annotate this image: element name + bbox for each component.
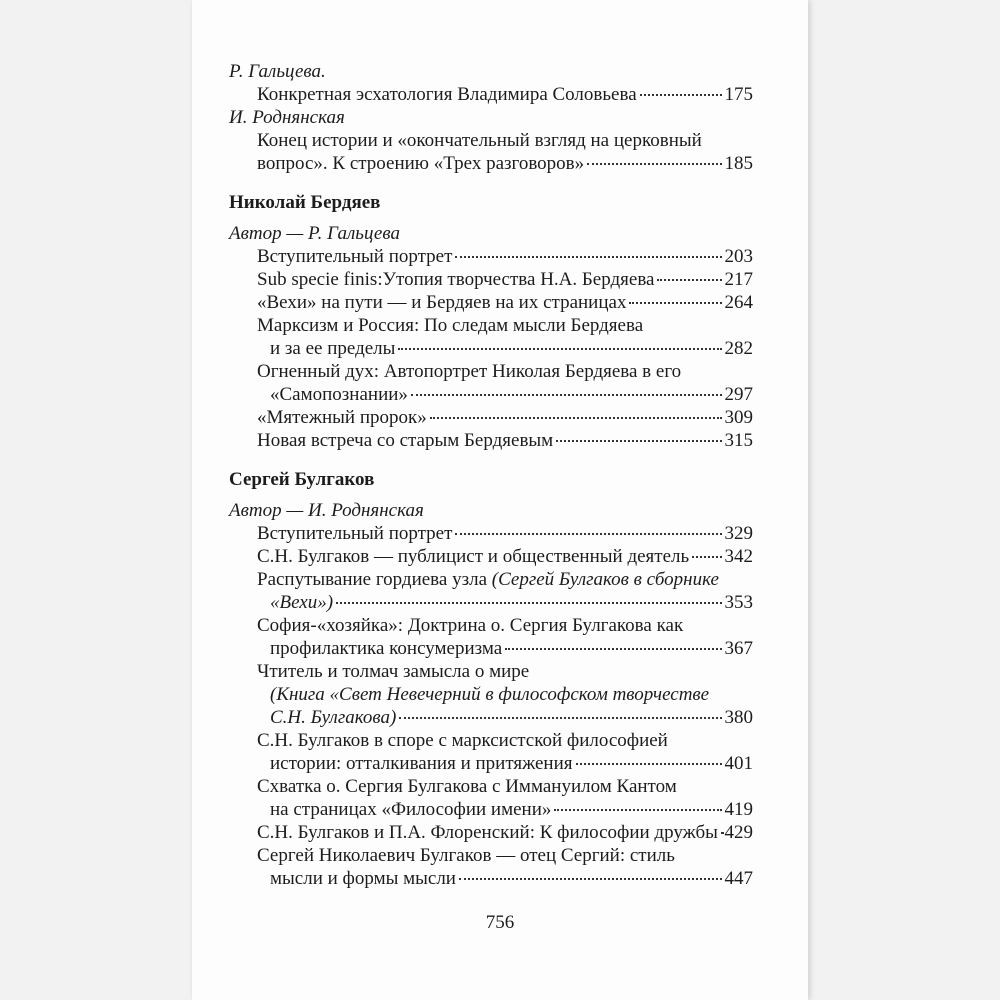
toc-entry [257, 568, 753, 614]
entry-title-line: С.Н. Булгаков в споре с марксистской философией [257, 730, 668, 751]
entry-subtitle: (Сергей Булгаков в сборнике [491, 569, 719, 590]
folio-page-number: 756 [485, 912, 515, 933]
entry-title: «Вехи» на пути — и Бердяев на их страницах [257, 292, 627, 313]
table-of-contents [229, 60, 753, 890]
toc-entry [257, 614, 753, 660]
page-number: 401 [724, 753, 753, 774]
entry-title: «Мятежный пророк» [257, 407, 427, 428]
dot-leader [556, 440, 721, 442]
entry-title-line: Схватка о. Сергия Булгакова с Иммануилом Кантом [257, 776, 677, 797]
dot-leader [587, 163, 721, 165]
page-number: 342 [724, 546, 753, 567]
entry-title-line: истории: отталкивания и притяжения [270, 753, 573, 774]
page-number: 203 [724, 246, 753, 267]
toc-entry [257, 844, 753, 890]
page-number: 419 [724, 799, 753, 820]
page-number: 429 [724, 822, 753, 843]
entry-title-line: Конец истории и «окончательный взгляд на церковный [257, 130, 702, 151]
entry-title-line: Чтитель и толмач замысла о мире [257, 661, 530, 682]
section-heading: Сергей Булгаков [229, 469, 375, 490]
page-number: 297 [724, 384, 753, 405]
entry-title-line: вопрос». К строению «Трех разговоров» [257, 153, 585, 174]
page-number: 264 [724, 292, 753, 313]
dot-leader [411, 394, 722, 396]
dot-leader [455, 256, 721, 258]
entry-title-line: Распутывание гордиева узла [257, 569, 492, 590]
toc-entry [257, 729, 753, 775]
toc-entry [257, 245, 753, 268]
page-number: 367 [724, 638, 753, 659]
dot-leader [657, 279, 721, 281]
dot-leader [430, 417, 722, 419]
toc-entry [257, 129, 753, 175]
dot-leader [459, 878, 722, 880]
dot-leader [398, 348, 721, 350]
entry-title: Вступительный портрет [257, 523, 453, 544]
toc-entry [257, 268, 753, 291]
dot-leader [505, 648, 721, 650]
entry-title-line: Огненный дух: Автопортрет Николая Бердяева в его [257, 361, 682, 382]
entry-title: С.Н. Булгаков и П.А. Флоренский: К философии дружбы [257, 822, 718, 843]
section-author: Автор — Р. Гальцева [229, 223, 400, 244]
entry-title-line: на страницах «Философии имени» [270, 799, 552, 820]
dot-leader [629, 302, 721, 304]
entry-subtitle: С.Н. Булгакова) [270, 707, 397, 728]
dot-leader [554, 809, 721, 811]
entry-title: Новая встреча со старым Бердяевым [257, 430, 554, 451]
page-number: 447 [724, 868, 753, 889]
entry-title: С.Н. Булгаков — публицист и общественный деятель [257, 546, 690, 567]
toc-entry [257, 522, 753, 545]
toc-entry [257, 545, 753, 568]
page-number: 217 [724, 269, 753, 290]
entry-title-line: Марксизм и Россия: По следам мысли Бердяева [257, 315, 644, 336]
dot-leader [455, 533, 721, 535]
entry-title-line: София-«хозяйка»: Доктрина о. Сергия Булгакова как [257, 615, 684, 636]
dot-leader [576, 763, 722, 765]
entry-title-line: мысли и формы мысли [270, 868, 456, 889]
toc-entry [257, 775, 753, 821]
page-number: 353 [724, 592, 753, 613]
page-number: 380 [724, 707, 753, 728]
page-number: 309 [724, 407, 753, 428]
entry-title: Sub specie finis:Утопия творчества Н.А. Бердяева [257, 269, 655, 290]
toc-entry [257, 406, 753, 429]
toc-entry [257, 821, 753, 844]
author-name: И. Роднянская [229, 107, 345, 128]
entry-subtitle: (Книга «Свет Невечерний в философском творчестве [270, 684, 710, 705]
dot-leader [640, 94, 722, 96]
page-number: 175 [724, 84, 753, 105]
page-number: 185 [724, 153, 753, 174]
dot-leader [336, 602, 721, 604]
entry-title-line: профилактика консумеризма [270, 638, 503, 659]
page-number: 329 [724, 523, 753, 544]
toc-entry [257, 314, 753, 360]
entry-subtitle: «Вехи») [270, 592, 334, 613]
dot-leader [692, 556, 721, 558]
entry-title-line: и за ее пределы [270, 338, 396, 359]
toc-entry [257, 291, 753, 314]
section-heading: Николай Бердяев [229, 192, 381, 213]
toc-entry [257, 429, 753, 452]
page-number: 315 [724, 430, 753, 451]
book-page [192, 0, 808, 1000]
dot-leader [399, 717, 721, 719]
toc-entry [257, 660, 753, 729]
page-number: 282 [724, 338, 753, 359]
entry-title: Вступительный портрет [257, 246, 453, 267]
toc-entry [257, 360, 753, 406]
entry-title: Конкретная эсхатология Владимира Соловьева [257, 84, 637, 105]
author-name: Р. Гальцева. [229, 61, 326, 82]
section-author: Автор — И. Роднянская [229, 500, 424, 521]
entry-title-line: «Самопознании» [270, 384, 408, 405]
dot-leader [721, 832, 722, 834]
toc-entry [257, 83, 753, 106]
entry-title-line: Сергей Николаевич Булгаков — отец Сергий: стиль [257, 845, 675, 866]
